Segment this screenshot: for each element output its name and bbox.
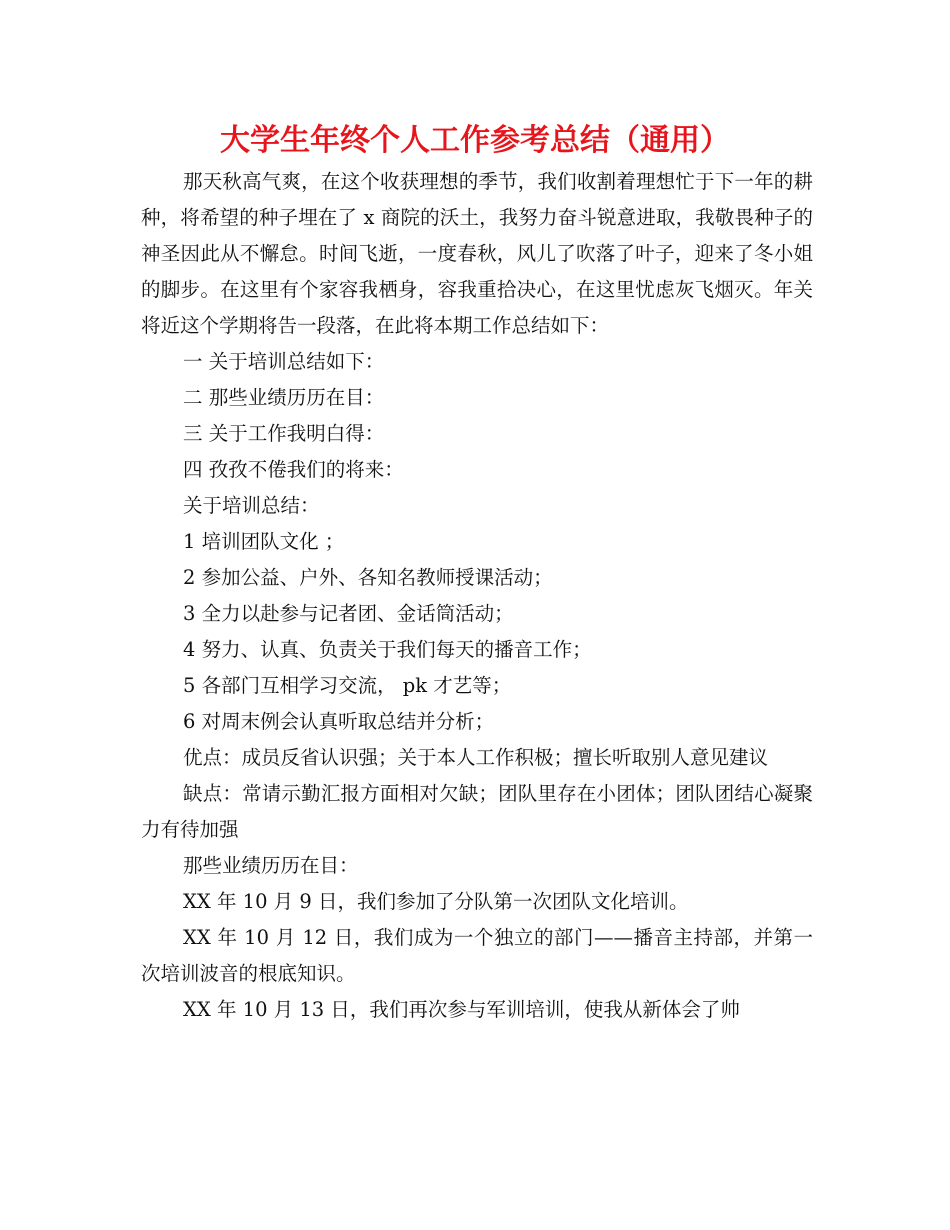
outline-item-3: 三 关于工作我明白得： xyxy=(183,422,385,445)
achievement-item-3: XX 年 10 月 13 日，我们再次参与军训培训，使我从新体会了帅 xyxy=(183,998,740,1021)
section-heading-training: 关于培训总结： xyxy=(183,494,320,517)
training-item-3: 3 全力以赴参与记者团、金话筒活动； xyxy=(183,602,514,625)
outline-item-4: 四 孜孜不倦我们的将来： xyxy=(183,458,404,481)
training-item-5: 5 各部门互相学习交流， pk 才艺等； xyxy=(183,674,512,697)
paragraph-strengths: 优点：成员反省认识强；关于本人工作积极；擅长听取别人意见建议 xyxy=(183,746,769,769)
achievement-item-1: XX 年 10 月 9 日，我们参加了分队第一次团队文化培训。 xyxy=(183,890,689,913)
training-item-2: 2 参加公益、户外、各知名教师授课活动； xyxy=(183,566,553,589)
paragraph-intro: 那天秋高气爽，在这个收获理想的季节，我们收割着理想忙于下一年的耕种，将希望的种子埋在了 x 商院的沃土，我努力奋斗锐意进取，我敬畏种子的神圣因此从不懈怠。时间飞逝，一度春秋，风儿了吹落了叶子，迎来了冬小姐的脚步。在这里有个家容我栖身，容我重拾决心，在这里忧虑灰飞烟灭。年关将近这个学期将告一段落，在此将本期工作总结如下： xyxy=(141,170,813,337)
document-body xyxy=(141,164,813,1028)
achievement-item-2: XX 年 10 月 12 日，我们成为一个独立的部门——播音主持部，并第一次培训波音的根底知识。 xyxy=(141,926,813,985)
paragraph-weaknesses: 缺点：常请示勤汇报方面相对欠缺；团队里存在小团体；团队团结心凝聚力有待加强 xyxy=(141,782,813,841)
training-item-6: 6 对周末例会认真听取总结并分析； xyxy=(183,710,495,733)
outline-item-2: 二 那些业绩历历在目： xyxy=(183,386,385,409)
outline-item-1: 一 关于培训总结如下： xyxy=(183,350,385,373)
training-item-4: 4 努力、认真、负责关于我们每天的播音工作； xyxy=(183,638,592,661)
training-item-1: 1 培训团队文化 ； xyxy=(183,530,345,553)
section-heading-achievements: 那些业绩历历在目： xyxy=(183,854,359,877)
document-title: 大学生年终个人工作参考总结（通用） xyxy=(220,123,730,158)
